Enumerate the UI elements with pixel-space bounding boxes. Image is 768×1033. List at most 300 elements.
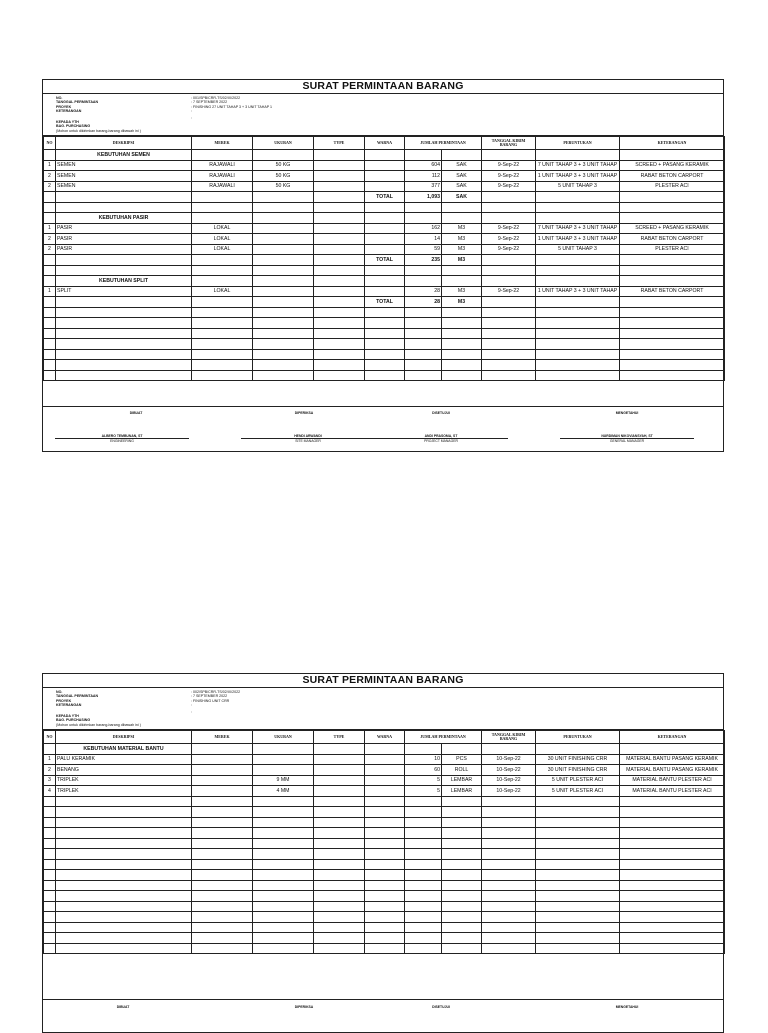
cell (536, 349, 620, 360)
blank-row (44, 339, 725, 350)
cell (442, 901, 482, 912)
section-label: KEBUTUHAN PASIR (56, 213, 192, 224)
cell (253, 213, 314, 224)
cell (620, 828, 725, 839)
cell (253, 360, 314, 371)
row-quantity: 604 (405, 160, 442, 171)
cell (482, 891, 536, 902)
row-ship-date: 9-Sep-22 (482, 223, 536, 234)
cell (56, 360, 192, 371)
cell (56, 307, 192, 318)
cell (192, 265, 253, 276)
header-quantity: JUMLAH PERMINTAAN (405, 731, 482, 744)
blank-row (44, 912, 725, 923)
row-ship-date: 10-Sep-22 (482, 775, 536, 786)
cell (192, 297, 253, 308)
row-unit: SAK (442, 160, 482, 171)
cell (365, 922, 405, 933)
header-brand: MEREK (192, 137, 253, 150)
value-note: : (191, 703, 192, 708)
cell (536, 849, 620, 860)
cell (620, 370, 725, 381)
cell (442, 202, 482, 213)
row-ship-date: 10-Sep-22 (482, 765, 536, 776)
row-brand: RAJAWALI (192, 171, 253, 182)
recipient-note: (Mohon untuk dikirimkan barang-barang dibawah ini ) (56, 128, 141, 133)
blank-row (44, 328, 725, 339)
row-remarks: MATERIAL BANTU PASANG KERAMIK (620, 765, 725, 776)
section-row (44, 744, 725, 755)
cell (405, 880, 442, 891)
row-type (314, 286, 365, 297)
value-no: : 001/SPB/CRR-TS/02/IX/2022 (191, 96, 241, 100)
cell (536, 838, 620, 849)
row-quantity: 112 (405, 171, 442, 182)
cell (365, 265, 405, 276)
cell (253, 328, 314, 339)
cell (44, 744, 56, 755)
cell (536, 859, 620, 870)
blank-row (44, 370, 725, 381)
row-unit: M3 (442, 223, 482, 234)
cell (192, 328, 253, 339)
header-allocation: PERUNTUKAN (536, 137, 620, 150)
row-unit: ROLL (442, 765, 482, 776)
cell (482, 744, 536, 755)
cell (314, 849, 365, 860)
row-quantity: 10 (405, 754, 442, 765)
cell (482, 807, 536, 818)
row-size (253, 223, 314, 234)
row-color (365, 775, 405, 786)
cell (56, 912, 192, 923)
cell (620, 213, 725, 224)
row-ship-date: 9-Sep-22 (482, 181, 536, 192)
cell (405, 912, 442, 923)
cell (365, 901, 405, 912)
header-no: NO (44, 731, 56, 744)
cell (482, 307, 536, 318)
row-no: 1 (44, 160, 56, 171)
row-brand: RAJAWALI (192, 160, 253, 171)
signature-divider (43, 999, 723, 1000)
cell (482, 870, 536, 881)
row-size (253, 765, 314, 776)
cell (442, 849, 482, 860)
table-row (44, 234, 725, 245)
cell (536, 817, 620, 828)
cell (192, 370, 253, 381)
row-type (314, 234, 365, 245)
section-label: KEBUTUHAN MATERIAL BANTU (56, 744, 192, 755)
row-allocation: 1 UNIT TAHAP 3 + 3 UNIT TAHAP (536, 286, 620, 297)
row-brand (192, 765, 253, 776)
items-table (43, 730, 725, 954)
header-remarks: KETERANGAN (620, 731, 725, 744)
cell (405, 807, 442, 818)
cell (405, 339, 442, 350)
cell (482, 912, 536, 923)
cell (536, 891, 620, 902)
cell (253, 796, 314, 807)
cell (44, 901, 56, 912)
cell (405, 828, 442, 839)
row-quantity: 162 (405, 223, 442, 234)
row-size (253, 754, 314, 765)
row-allocation: 30 UNIT FINISHING CRR (536, 765, 620, 776)
label-project: PROYEK (56, 698, 72, 703)
cell (56, 880, 192, 891)
row-no: 2 (44, 765, 56, 776)
cell (365, 807, 405, 818)
cell (56, 202, 192, 213)
cell (620, 276, 725, 287)
row-unit: PCS (442, 754, 482, 765)
request-form-1 (42, 79, 724, 452)
cell (44, 297, 56, 308)
form-info (43, 94, 723, 136)
role-known: MENGETAHUI (615, 1005, 639, 1009)
info-values (191, 96, 272, 114)
cell (192, 796, 253, 807)
cell (192, 307, 253, 318)
signer-position-1: ENGINEERING (110, 439, 134, 443)
row-description: PASIR (56, 223, 192, 234)
blank-row (44, 870, 725, 881)
row-no: 4 (44, 786, 56, 797)
row-quantity: 5 (405, 786, 442, 797)
blank-row (44, 901, 725, 912)
row-description: TRIPLEK (56, 775, 192, 786)
header-brand: MEREK (192, 731, 253, 744)
cell (482, 202, 536, 213)
cell (253, 276, 314, 287)
row-allocation: 7 UNIT TAHAP 3 + 3 UNIT TAHAP (536, 160, 620, 171)
cell (192, 318, 253, 329)
cell (536, 265, 620, 276)
cell (620, 307, 725, 318)
row-ship-date: 10-Sep-22 (482, 786, 536, 797)
cell (253, 880, 314, 891)
blank-row (44, 933, 725, 944)
cell (405, 202, 442, 213)
row-color (365, 286, 405, 297)
row-size: 50 KG (253, 171, 314, 182)
cell (253, 150, 314, 161)
cell (620, 891, 725, 902)
cell (56, 349, 192, 360)
row-color (365, 160, 405, 171)
table-row (44, 286, 725, 297)
table-row (44, 786, 725, 797)
cell (56, 265, 192, 276)
total-label: TOTAL (365, 192, 405, 203)
cell (44, 807, 56, 818)
cell (192, 192, 253, 203)
cell (365, 360, 405, 371)
cell (314, 796, 365, 807)
cell (192, 349, 253, 360)
cell (253, 370, 314, 381)
cell (482, 297, 536, 308)
cell (365, 276, 405, 287)
cell (44, 202, 56, 213)
cell (442, 880, 482, 891)
cell (365, 318, 405, 329)
row-brand: LOKAL (192, 234, 253, 245)
cell (620, 933, 725, 944)
cell (365, 933, 405, 944)
section-label: KEBUTUHAN SEMEN (56, 150, 192, 161)
cell (442, 817, 482, 828)
total-label: TOTAL (365, 255, 405, 266)
cell (442, 744, 482, 755)
cell (44, 360, 56, 371)
cell (482, 796, 536, 807)
cell (56, 901, 192, 912)
row-ship-date: 9-Sep-22 (482, 160, 536, 171)
row-allocation: 5 UNIT PLESTER ACI (536, 786, 620, 797)
cell (253, 891, 314, 902)
role-known: MENGETAHUI (615, 411, 639, 415)
cell (620, 943, 725, 954)
cell (482, 838, 536, 849)
cell (56, 297, 192, 308)
cell (620, 922, 725, 933)
cell (482, 933, 536, 944)
cell (536, 943, 620, 954)
cell (192, 817, 253, 828)
cell (56, 807, 192, 818)
cell (620, 339, 725, 350)
row-type (314, 765, 365, 776)
cell (405, 817, 442, 828)
row-color (365, 181, 405, 192)
cell (44, 817, 56, 828)
row-description: TRIPLEK (56, 786, 192, 797)
cell (44, 922, 56, 933)
cell (314, 922, 365, 933)
role-checked: DIPERIKSA (294, 411, 314, 415)
cell (314, 933, 365, 944)
value-project: : FINISHING UNIT CRR (191, 698, 230, 703)
row-allocation: 5 UNIT TAHAP 3 (536, 181, 620, 192)
table-row (44, 244, 725, 255)
row-description: SEMEN (56, 181, 192, 192)
info-values (191, 690, 240, 708)
row-brand: LOKAL (192, 286, 253, 297)
row-quantity: 5 (405, 775, 442, 786)
cell (365, 870, 405, 881)
cell (314, 880, 365, 891)
cell (482, 213, 536, 224)
header-type: TYPE (314, 731, 365, 744)
cell (620, 360, 725, 371)
cell (536, 255, 620, 266)
row-brand: LOKAL (192, 223, 253, 234)
cell (44, 796, 56, 807)
cell (44, 339, 56, 350)
cell (56, 922, 192, 933)
cell (442, 838, 482, 849)
cell (405, 796, 442, 807)
row-ship-date: 9-Sep-22 (482, 286, 536, 297)
cell (314, 150, 365, 161)
cell (442, 318, 482, 329)
cell (482, 370, 536, 381)
cell (482, 880, 536, 891)
cell (620, 807, 725, 818)
cell (442, 828, 482, 839)
cell (56, 328, 192, 339)
cell (314, 307, 365, 318)
blank-row (44, 318, 725, 329)
cell (536, 744, 620, 755)
cell (253, 318, 314, 329)
row-remarks: MATERIAL BANTU PLESTER ACI (620, 775, 725, 786)
blank-row (44, 360, 725, 371)
cell (620, 859, 725, 870)
table-row (44, 775, 725, 786)
table-row (44, 181, 725, 192)
row-allocation: 5 UNIT PLESTER ACI (536, 775, 620, 786)
value-no: : 002/SPB/CRR-TS/02/IX/2022 (191, 690, 241, 694)
row-allocation: 1 UNIT TAHAP 3 + 3 UNIT TAHAP (536, 171, 620, 182)
row-type (314, 223, 365, 234)
cell (442, 943, 482, 954)
cell (536, 192, 620, 203)
cell (405, 870, 442, 881)
cell (44, 880, 56, 891)
blank-row (44, 880, 725, 891)
cell (442, 891, 482, 902)
cell (56, 192, 192, 203)
cell (482, 901, 536, 912)
cell (536, 307, 620, 318)
cell (405, 349, 442, 360)
cell (192, 922, 253, 933)
cell (253, 922, 314, 933)
row-ship-date: 9-Sep-22 (482, 244, 536, 255)
cell (314, 297, 365, 308)
row-quantity: 14 (405, 234, 442, 245)
table-row (44, 160, 725, 171)
cell (192, 276, 253, 287)
cell (482, 943, 536, 954)
signer-position-2: SITE MANAGER (295, 439, 321, 443)
header-description: DESKRIPSI (56, 137, 192, 150)
cell (620, 901, 725, 912)
recipient-dept: BAG. PURCHASING (56, 718, 91, 723)
cell (192, 360, 253, 371)
cell (314, 817, 365, 828)
row-unit: M3 (442, 286, 482, 297)
header-size: UKURAN (253, 731, 314, 744)
cell (365, 838, 405, 849)
row-remarks: PLESTER ACI (620, 244, 725, 255)
row-quantity: 59 (405, 244, 442, 255)
cell (314, 370, 365, 381)
form-info (43, 688, 723, 730)
cell (405, 265, 442, 276)
cell (482, 349, 536, 360)
cell (192, 870, 253, 881)
cell (192, 859, 253, 870)
cell (620, 192, 725, 203)
cell (314, 192, 365, 203)
row-description: BENANG (56, 765, 192, 776)
cell (56, 943, 192, 954)
cell (442, 912, 482, 923)
cell (44, 192, 56, 203)
cell (314, 255, 365, 266)
cell (192, 943, 253, 954)
cell (405, 370, 442, 381)
cell (192, 933, 253, 944)
row-brand (192, 775, 253, 786)
row-unit: M3 (442, 234, 482, 245)
cell (405, 922, 442, 933)
total-unit: M3 (442, 255, 482, 266)
row-type (314, 775, 365, 786)
recipient (56, 120, 141, 133)
cell (536, 828, 620, 839)
row-size: 50 KG (253, 181, 314, 192)
cell (253, 192, 314, 203)
cell (56, 933, 192, 944)
row-color (365, 765, 405, 776)
blank-row (44, 202, 725, 213)
cell (405, 891, 442, 902)
cell (314, 828, 365, 839)
value-project: : FINISHING 27 UNIT TAHAP 3 + 3 UNIT TAHAP 1 (191, 104, 273, 109)
cell (314, 891, 365, 902)
cell (192, 807, 253, 818)
total-quantity: 1,093 (405, 192, 442, 203)
cell (44, 255, 56, 266)
section-row (44, 150, 725, 161)
cell (482, 828, 536, 839)
role-made: DIBUAT (129, 411, 143, 415)
signer-name-4: NURDIMAN NIKOVIANSYAH, ST (560, 434, 694, 439)
section-label: KEBUTUHAN SPLIT (56, 276, 192, 287)
row-no: 2 (44, 181, 56, 192)
row-size: 50 KG (253, 160, 314, 171)
table-row (44, 223, 725, 234)
cell (442, 339, 482, 350)
signer-position-4: GENERAL MANAGER (609, 439, 645, 443)
cell (536, 202, 620, 213)
row-unit: LEMBAR (442, 775, 482, 786)
header-description: DESKRIPSI (56, 731, 192, 744)
cell (405, 943, 442, 954)
cell (536, 360, 620, 371)
row-remarks: RABAT BETON CARPORT (620, 234, 725, 245)
cell (620, 297, 725, 308)
blank-row (44, 849, 725, 860)
row-description: PASIR (56, 234, 192, 245)
cell (442, 328, 482, 339)
cell (620, 912, 725, 923)
cell (620, 849, 725, 860)
cell (192, 828, 253, 839)
cell (620, 817, 725, 828)
cell (192, 150, 253, 161)
cell (314, 901, 365, 912)
cell (365, 891, 405, 902)
request-form-2 (42, 673, 724, 1033)
cell (536, 150, 620, 161)
